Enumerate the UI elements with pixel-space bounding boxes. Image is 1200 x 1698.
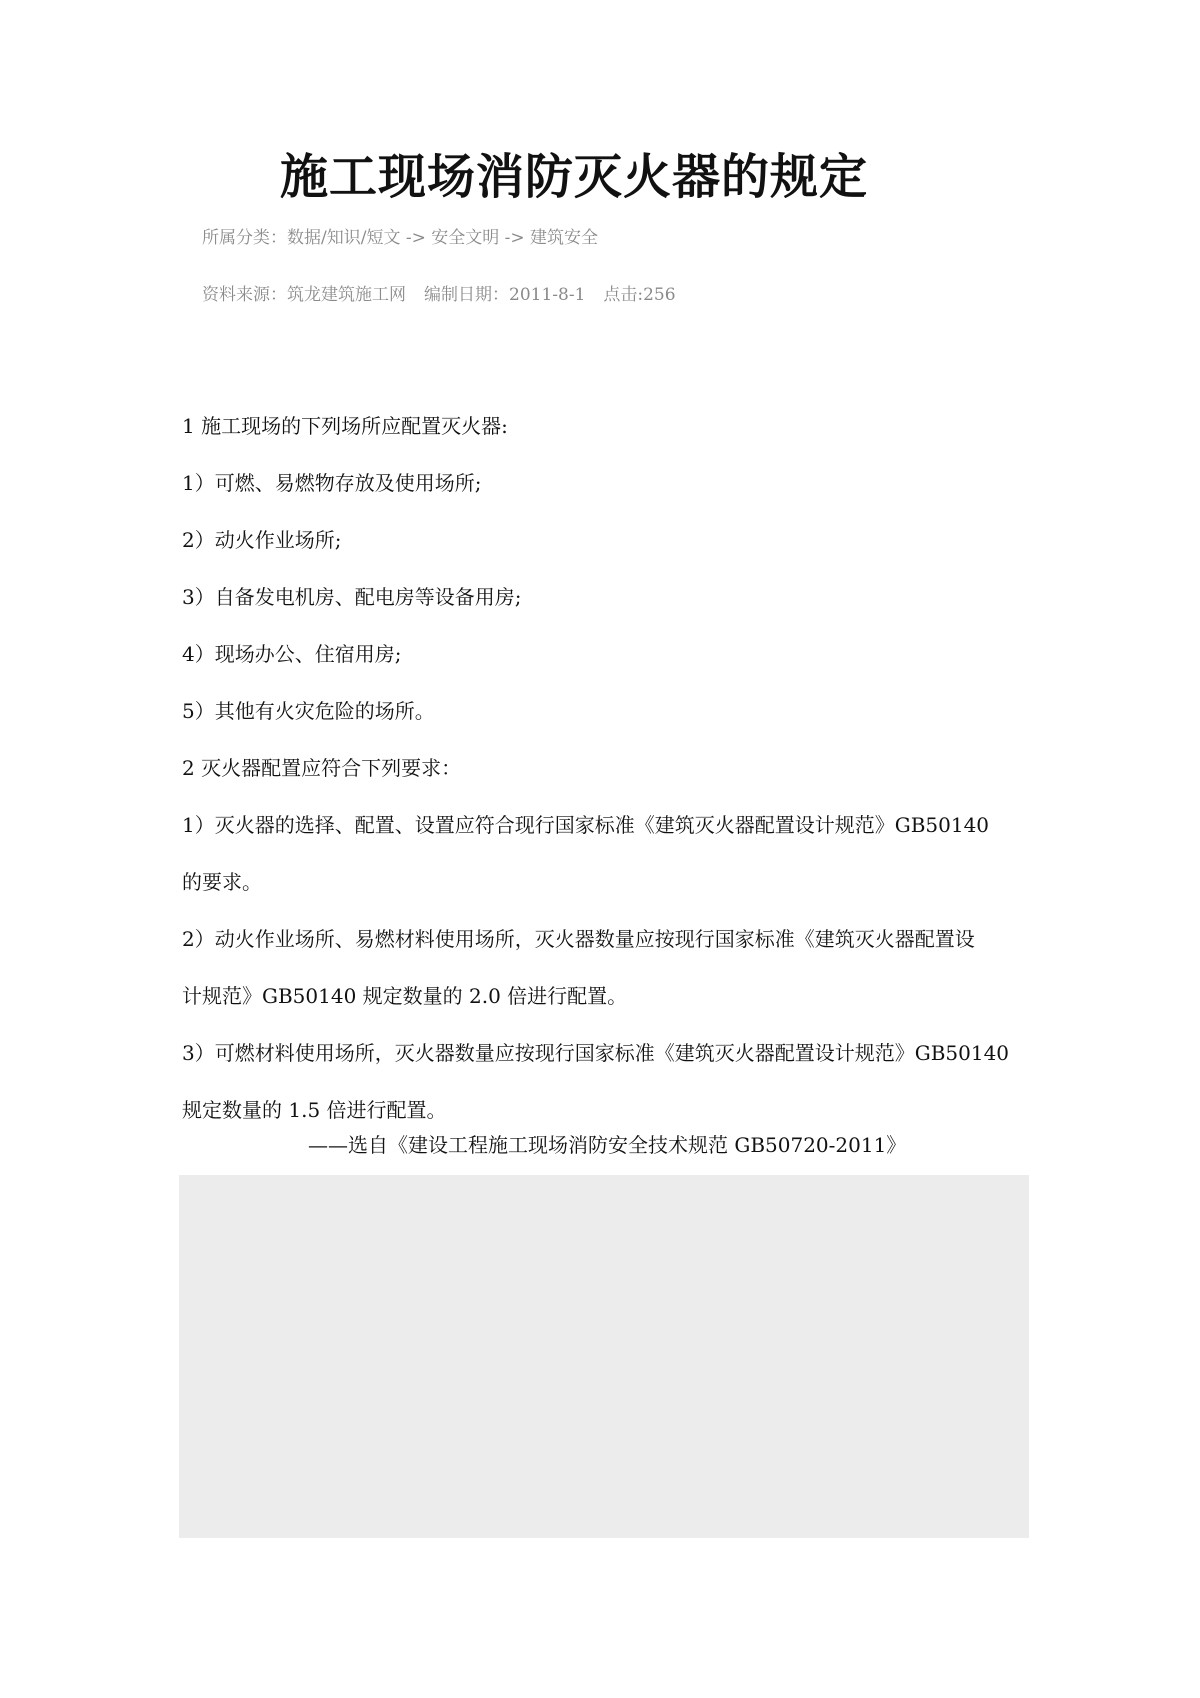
category-path: 数据/知识/短文 -> 安全文明 -> 建筑安全 (287, 228, 599, 248)
body-line: 5）其他有火灾危险的场所。 (182, 699, 435, 723)
body-line: 计规范》GB50140 规定数量的 2.0 倍进行配置。 (182, 984, 628, 1008)
category-breadcrumb (202, 226, 598, 250)
source-attribution: ——选自《建设工程施工现场消防安全技术规范 GB50720-2011》 (308, 1133, 907, 1157)
date-label: 编制日期： (424, 285, 509, 305)
body-line: 3）可燃材料使用场所，灭火器数量应按现行国家标准《建筑灭火器配置设计规范》GB50140 (182, 1041, 1010, 1065)
date-value: 2011-8-1 (509, 285, 586, 305)
body-line: 1）可燃、易燃物存放及使用场所; (182, 471, 482, 495)
body-line: 1）灭火器的选择、配置、设置应符合现行国家标准《建筑灭火器配置设计规范》GB50140 (182, 813, 990, 837)
category-label: 所属分类： (202, 228, 287, 248)
source-label: 资料来源： (202, 285, 287, 305)
body-line: 2）动火作业场所; (182, 528, 342, 552)
body-line: 2）动火作业场所、易燃材料使用场所，灭火器数量应按现行国家标准《建筑灭火器配置设 (182, 927, 975, 951)
source-info (202, 283, 676, 307)
body-line: 1 施工现场的下列场所应配置灭火器: (182, 414, 508, 438)
source-value: 筑龙建筑施工网 (287, 285, 406, 305)
page-title: 施工现场消防灭火器的规定 (280, 149, 869, 205)
body-line: 的要求。 (182, 870, 262, 894)
body-line: 3）自备发电机房、配电房等设备用房; (182, 585, 522, 609)
body-line: 4）现场办公、住宿用房; (182, 642, 402, 666)
body-line: 规定数量的 1.5 倍进行配置。 (182, 1098, 447, 1122)
article-body (182, 398, 1027, 1139)
image-placeholder (179, 1175, 1029, 1538)
click-count: 点击:256 (603, 285, 676, 305)
body-line: 2 灭火器配置应符合下列要求： (182, 756, 462, 780)
